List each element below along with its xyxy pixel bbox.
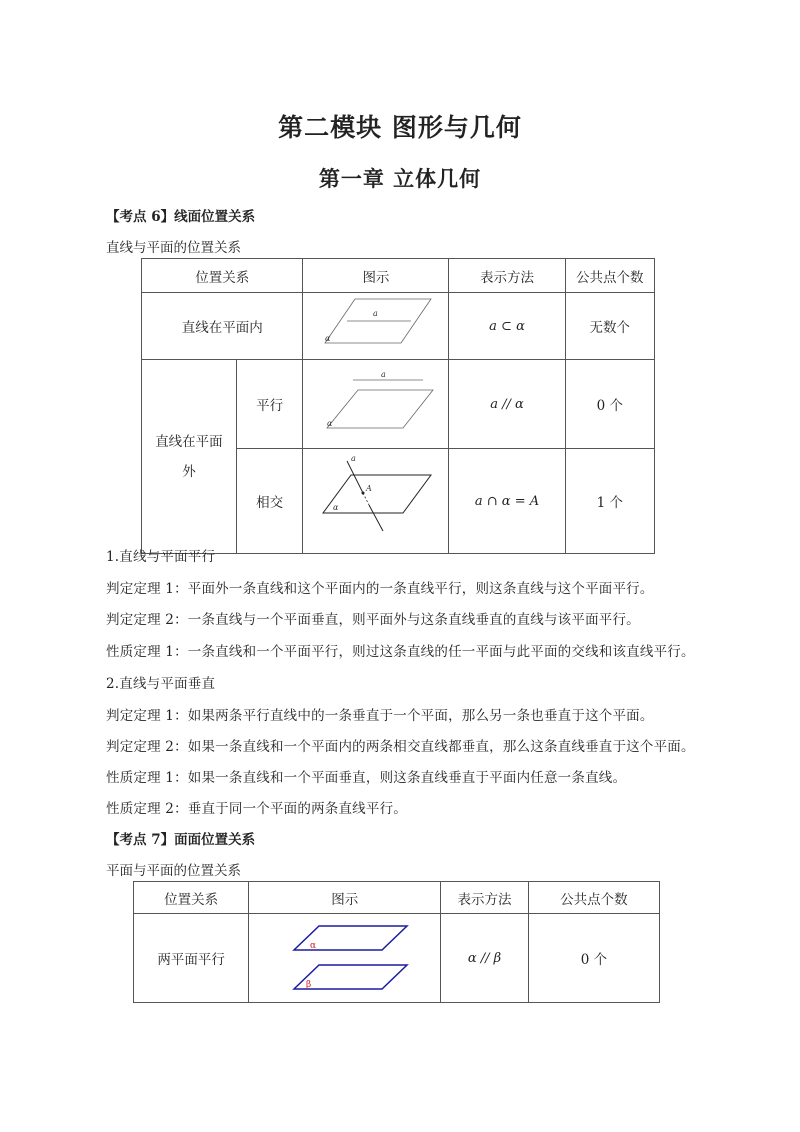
perpendicular-heading: 2.直线与平面垂直 bbox=[106, 676, 216, 692]
header-count: 公共点个数 bbox=[565, 259, 654, 293]
line-in-plane-diagram bbox=[303, 293, 448, 355]
figure-intersect bbox=[303, 449, 449, 554]
section6-subheading: 直线与平面的位置关系 bbox=[106, 240, 241, 256]
fig1-label-a: a bbox=[373, 309, 379, 318]
section6-heading: 【考点 6】线面位置关系 bbox=[106, 209, 256, 225]
line-parallel-plane-diagram bbox=[303, 360, 448, 444]
parallel-theorem-1: 判定定理 1：平面外一条直线和这个平面内的一条直线平行，则这条直线与这个平面平行。 bbox=[106, 581, 654, 597]
count-in-plane: 无数个 bbox=[565, 293, 654, 360]
relation-intersect: 相交 bbox=[236, 449, 303, 554]
relation-planes-parallel: 两平面平行 bbox=[134, 914, 249, 1003]
count-planes-parallel: 0 个 bbox=[528, 914, 659, 1003]
chapter-title: 第一章 立体几何 bbox=[318, 166, 482, 191]
module-title: 第二模块 图形与几何 bbox=[278, 113, 522, 142]
notation-in-plane: a ⊂ α bbox=[449, 293, 565, 360]
fig4-label-alpha: α bbox=[310, 941, 317, 951]
line-intersect-plane-diagram bbox=[303, 449, 448, 549]
relation-outside-plane: 直线在平面外 bbox=[142, 360, 237, 554]
count-parallel: 0 个 bbox=[565, 360, 654, 449]
header-figure: 图示 bbox=[303, 259, 449, 293]
figure-in-plane bbox=[303, 293, 449, 360]
line-plane-table bbox=[141, 258, 655, 554]
relation-parallel: 平行 bbox=[236, 360, 303, 449]
fig3-label-alpha: α bbox=[333, 503, 339, 512]
parallel-theorem-3: 性质定理 1：一条直线和一个平面平行，则过这条直线的任一平面与此平面的交线和该直线平行。 bbox=[106, 644, 695, 660]
count-intersect: 1 个 bbox=[565, 449, 654, 554]
parallel-heading: 1.直线与平面平行 bbox=[106, 549, 216, 565]
perpendicular-theorem-3: 性质定理 1：如果一条直线和一个平面垂直，则这条直线垂直于平面内任意一条直线。 bbox=[106, 770, 627, 786]
perpendicular-theorem-1: 判定定理 1：如果两条平行直线中的一条垂直于一个平面，那么另一条也垂直于这个平面。 bbox=[106, 708, 654, 724]
notation-planes-parallel: α // β bbox=[441, 914, 528, 1003]
fig3-label-a: a bbox=[351, 454, 357, 463]
header-notation: 表示方法 bbox=[449, 259, 565, 293]
fig1-label-alpha: α bbox=[325, 334, 331, 343]
notation-intersect: a ∩ α = A bbox=[449, 449, 565, 554]
header-notation-2: 表示方法 bbox=[441, 882, 528, 914]
parallel-planes-diagram bbox=[249, 914, 440, 998]
fig2-label-a: a bbox=[381, 370, 387, 379]
section7-heading: 【考点 7】面面位置关系 bbox=[106, 832, 256, 848]
figure-planes-parallel bbox=[249, 914, 441, 1003]
parallel-theorem-2: 判定定理 2：一条直线与一个平面垂直，则平面外与这条直线垂直的直线与该平面平行。 bbox=[106, 612, 640, 628]
header-figure-2: 图示 bbox=[249, 882, 441, 914]
perpendicular-theorem-2: 判定定理 2：如果一条直线和一个平面内的两条相交直线都垂直，那么这条直线垂直于这个平面。 bbox=[106, 739, 695, 755]
header-count-2: 公共点个数 bbox=[528, 882, 659, 914]
fig4-label-beta: β bbox=[306, 980, 312, 990]
relation-in-plane: 直线在平面内 bbox=[142, 293, 303, 360]
header-relation-2: 位置关系 bbox=[134, 882, 249, 914]
fig2-label-alpha: α bbox=[327, 419, 333, 428]
section7-subheading: 平面与平面的位置关系 bbox=[106, 863, 241, 879]
header-relation: 位置关系 bbox=[142, 259, 303, 293]
plane-plane-table bbox=[133, 881, 660, 1003]
notation-parallel: a // α bbox=[449, 360, 565, 449]
figure-parallel bbox=[303, 360, 449, 449]
fig3-label-A: A bbox=[366, 484, 373, 493]
perpendicular-theorem-4: 性质定理 2：垂直于同一个平面的两条直线平行。 bbox=[106, 801, 407, 817]
